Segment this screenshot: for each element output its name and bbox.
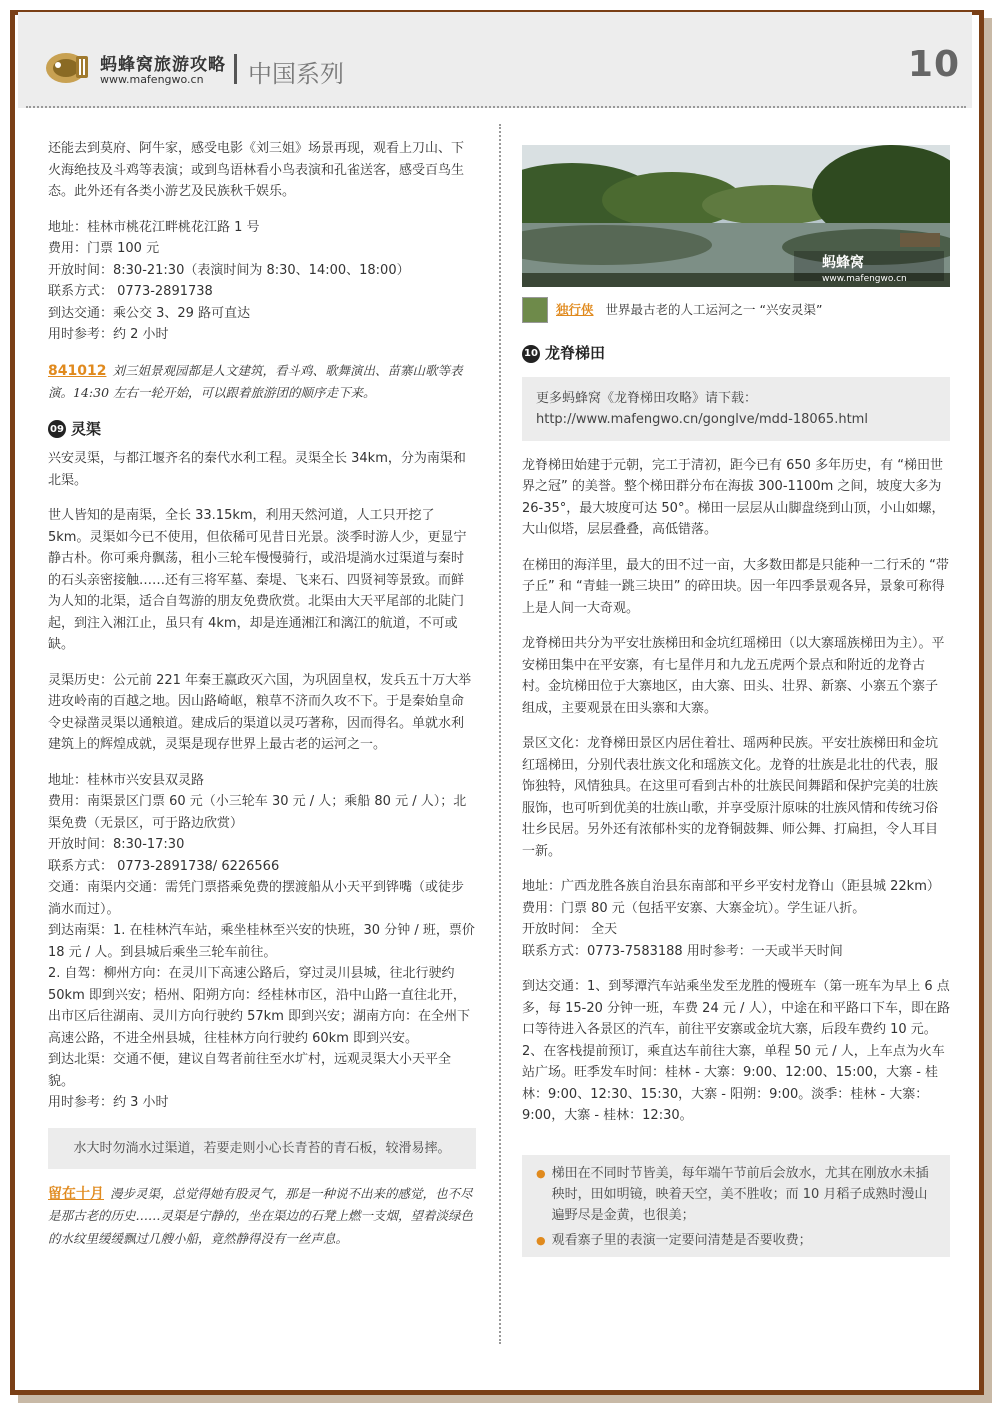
photo-caption (522, 297, 950, 323)
transport-line: 2、在客栈提前预订，乘直达车前往大寨，单程 50 元 / 人，上车点为火车站广场。旺季发车时间：桂林 - 大寨：9:00、12:00、15:00，大寨 - 桂林：9:00、12:30、15:30，大寨 - 阳朔：9:00。淡季：桂林 - 大寨：9:00，大寨 - 桂林：12:30。 (522, 1043, 945, 1123)
tips-box (522, 1155, 950, 1257)
info-block-1 (48, 217, 476, 346)
paragraph: 在梯田的海洋里，最大的田不过一亩，大多数田都是只能种一二行禾的 “带子丘” 和 “青蛙一跳三块田” 的碎田块。因一年四季景观各异，景象可称得上是人间一大奇观。 (522, 557, 949, 616)
section-heading-longji (522, 343, 950, 365)
lingqu-canal-photo (522, 145, 950, 287)
tip-user-link[interactable]: 841012 (48, 362, 107, 379)
info-line: 联系方式： 0773-2891738/ 6226566 (48, 858, 280, 874)
tip-quote: 刘三姐景观园都是人文建筑，看斗鸡、歌舞演出、苗寨山歌等表演。14:30 左右一轮开始，可以跟着旅游团的顺序走下来。 (48, 362, 463, 400)
info-line: 费用：南渠景区门票 60 元（小三轮车 30 元 / 人；乘船 80 元 / 人）；北渠免费（无景区，可于路边欣赏） (48, 794, 467, 831)
info-line: 地址：桂林市桃花江畔桃花江路 1 号 (48, 219, 260, 235)
series-title: 中国系列 (248, 60, 344, 88)
bullet-dot-icon: ● (536, 1233, 546, 1247)
tip-item (536, 1163, 936, 1226)
info-line: 到达南渠：1. 在桂林汽车站，乘坐桂林至兴安的快班，30 分钟 / 班，票价 18 元 / 人。到县城后乘坐三轮车前往。 (48, 923, 475, 960)
tip-text: 观看寨子里的表演一定要问清楚是否要收费； (551, 1232, 812, 1248)
intro-paragraph: 还能去到莫府、阿牛家，感受电影《刘三姐》场景再现，观看上刀山、下火海绝技及斗鸡等表演；或到鸟语林看小鸟表演和孔雀送客，感受百鸟生态。此外还有各类小游艺及民族秋千娱乐。 (48, 141, 465, 199)
info-line: 联系方式： 0773-2891738 (48, 284, 213, 299)
user-tip-1 (48, 360, 476, 405)
section-title: 龙脊梯田 (545, 344, 606, 362)
info-line: 联系方式：0773-7583188 用时参考：一天或半天时间 (522, 943, 843, 959)
tip-text: 梯田在不同时节皆美，每年端午节前后会放水，尤其在刚放水未插秧时，田如明镜，映着天空，美不胜收；而 10 月稻子成熟时漫山遍野尽是金黄，也很美； (551, 1165, 929, 1223)
paragraph: 世人皆知的是南渠，全长 33.15km，利用天然河道，人工只开挖了 5km。灵渠如今已不使用，但依稀可见昔日光景。淡季时游人少，更显宁静古朴。你可乘舟飘荡，租小三轮车慢慢骑行，或沿堤淌水过渠道与秦时的石头亲密接触……还有三将军墓、秦堤、飞来石、四贤祠等景致。而鲜为人知的北渠，适合自驾游的朋友免费欣赏。北渠由大天平尾部的北陡门起，到注入湘江止，虽只有 4km，却是连通湘江和漓江的航道，不可或缺。 (48, 508, 467, 652)
photo-watermark-url: www.mafengwo.cn (822, 274, 907, 284)
header-divider (234, 54, 237, 84)
info-line: 用时参考：约 3 小时 (48, 1095, 169, 1110)
info-line: 地址：桂林市兴安县双灵路 (48, 772, 205, 788)
info-line: 地址：广西龙胜各族自治县东南部和平乡平安村龙脊山（距县城 22km） (522, 879, 940, 894)
page-number: 10 (907, 44, 960, 85)
right-column (522, 145, 950, 1257)
section-number-badge: 10 (522, 345, 540, 363)
brand-url: www.mafengwo.cn (100, 73, 204, 86)
info-line: 2. 自驾：柳州方向：在灵川下高速公路后，穿过灵川县城，往北行驶约 50km 即到兴安；梧州、阳朔方向：经桂林市区，沿中山路一直往北开，出市区后往湖南、灵川方向行驶约 57km 即到兴安；湖南方向：在全州下高速公路，不进全州县城，往桂林方向行驶约 60km 即到兴安。 (48, 966, 470, 1046)
tip-user-link[interactable]: 留在十月 (48, 1185, 104, 1202)
info-block-3 (522, 876, 950, 962)
caption-text: 世界最古老的人工运河之一 “兴安灵渠” (605, 302, 823, 318)
download-guide-box[interactable]: 更多蚂蜂窝《龙脊梯田攻略》请下载：http://www.mafengwo.cn/gonglve/mdd-18065.html (522, 377, 950, 441)
header-dotted-rule (26, 106, 966, 108)
bullet-dot-icon: ● (536, 1166, 546, 1180)
info-line: 开放时间： 全天 (522, 922, 618, 937)
tip-quote: 漫步灵渠，总觉得她有股灵气，那是一种说不出来的感觉，也不尽是那古老的历史……灵渠是宁静的，坐在渠边的石凳上燃一支烟，望着淡绿色的水纹里缓缓飘过几艘小船，竟然静得没有一丝声息。 (48, 1185, 474, 1246)
user-tip-2 (48, 1183, 476, 1251)
transport-block (522, 976, 950, 1127)
transport-line: 到达交通：1、到琴潭汽车站乘坐发至龙胜的慢班车（第一班车为早上 6 点多，每 15-20 分钟一班，车费 24 元 / 人），中途在和平路口下车，即在路口等待进入各景区的汽车，前往平安寨或金坑大寨，后段车费约 10 元。 (522, 979, 950, 1037)
info-line: 交通：南渠内交通：需凭门票搭乘免费的摆渡船从小天平到铧嘴（或徒步淌水而过）。 (48, 880, 465, 917)
info-line: 用时参考：约 2 小时 (48, 327, 169, 342)
section-title: 灵渠 (71, 419, 102, 438)
paragraph: 兴安灵渠，与都江堰齐名的秦代水利工程。灵渠全长 34km，分为南渠和北渠。 (48, 451, 466, 488)
info-line: 费用：门票 80 元（包括平安寨、大寨金坑）。学生证八折。 (522, 900, 866, 916)
user-avatar[interactable] (522, 297, 548, 323)
section-heading-linqu (48, 419, 476, 441)
photo-watermark-brand: 蚂蜂窝 (822, 255, 864, 271)
left-column (48, 138, 476, 1250)
paragraph: 灵渠历史：公元前 221 年秦王嬴政灭六国，为巩固皇权，发兵五十万大举进攻岭南的百越之地。因山路崎岖，粮草不济而久攻不下。于是秦始皇命令史禄凿灵渠以通粮道。建成后的渠道以灵巧著称，因而得名。单就水利建筑上的辉煌成就，灵渠是现存世界上最古老的运河之一。 (48, 672, 472, 752)
mafengwo-logo-icon (44, 46, 94, 86)
paragraph: 龙脊梯田始建于元朝，完工于清初，距今已有 650 多年历史，有 “梯田世界之冠” 的美誉。整个梯田群分布在海拔 300-1100m 之间，坡度大多为 26-35°，最大坡度可达 50°。梯田一层层从山脚盘绕到山顶，小山如螺，大山似塔，层层叠叠，高低错落。 (522, 457, 945, 537)
info-line: 开放时间：8:30-21:30（表演时间为 8:30、14:00、18:00） (48, 262, 410, 278)
info-line: 到达北渠：交通不便，建议自驾者前往至水圹村，远观灵渠大小天平全貌。 (48, 1052, 452, 1089)
warning-note: 水大时勿淌水过渠道，若要走则小心长青苔的青石板，较滑易摔。 (48, 1128, 476, 1169)
section-number-badge: 09 (48, 420, 66, 438)
info-block-2 (48, 770, 476, 1114)
caption-user-link[interactable]: 独行侠 (556, 302, 594, 318)
column-divider (499, 124, 501, 1344)
paragraph: 龙脊梯田共分为平安壮族梯田和金坑红瑶梯田（以大寨瑶族梯田为主）。平安梯田集中在平安寨，有七星伴月和九龙五虎两个景点和附近的龙脊古村。金坑梯田位于大寨地区，由大寨、田头、壮界、新寨、小寨五个寨子组成，主要观景在田头寨和大寨。 (522, 636, 945, 716)
info-line: 费用：门票 100 元 (48, 241, 160, 256)
tip-item (536, 1230, 936, 1251)
paragraph: 景区文化：龙脊梯田景区内居住着壮、瑶两种民族。平安壮族梯田和金坑红瑶梯田，分别代表壮族文化和瑶族文化。龙脊的壮族是北壮的代表，服饰独特，风情独具。在这里可看到古朴的壮族民间舞蹈和保护完美的壮族服饰，也可听到优美的壮族山歌，并享受原汁原味的壮族风情和传统习俗壮乡民居。另外还有浓郁朴实的龙脊铜鼓舞、师公舞、打扁担，令人耳目一新。 (522, 736, 939, 859)
info-line: 到达交通：乘公交 3、29 路可直达 (48, 305, 251, 321)
info-line: 开放时间：8:30-17:30 (48, 837, 185, 852)
brand-name: 蚂蜂窝旅游攻略 (100, 55, 226, 75)
